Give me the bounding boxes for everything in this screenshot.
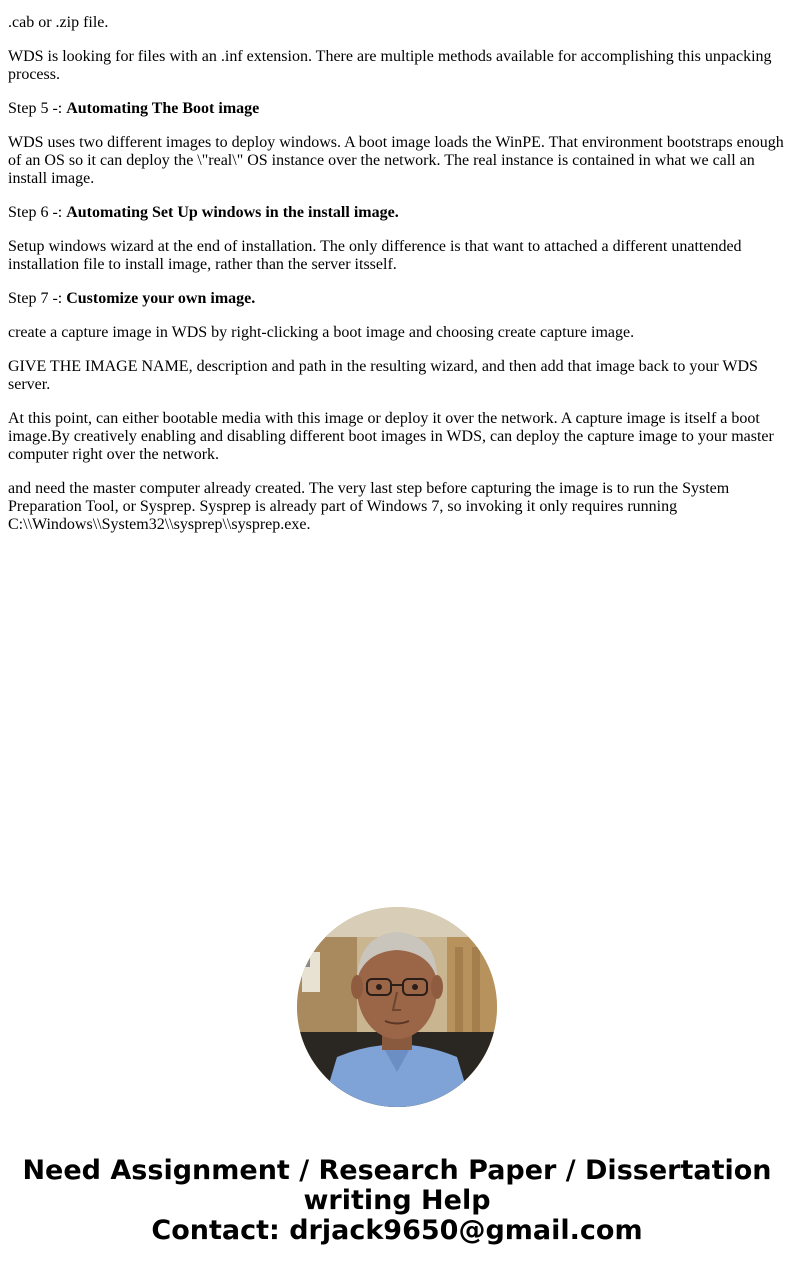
- paragraph: At this point, can either bootable media with this image or deploy it over the network. A capture image is itself a boot image.By creatively enabling and disabling different boot images in WDS, can deploy the capture image to your master computer right over the network.: [8, 410, 774, 463]
- paragraph: Setup windows wizard at the end of installation. The only difference is that want to attached a different unattended installation file to install image, rather than the server itsself.: [8, 238, 742, 273]
- paragraph: and need the master computer already created. The very last step before capturing the image is to run the System Preparation Tool, or Sysprep. Sysprep is already part of Windows 7, so invoking it only requires running C:\\Windows\\System32\\sysprep\\sysprep.exe.: [8, 480, 730, 533]
- person-photo-icon: [297, 907, 497, 1107]
- promo-contact: Contact: drjack9650@gmail.com: [151, 1215, 643, 1246]
- step-title: Automating Set Up windows in the install image.: [66, 204, 399, 221]
- step-title: Automating The Boot image: [66, 100, 260, 117]
- promo-banner: [0, 1156, 794, 1246]
- promo-line: Need Assignment / Research Paper / Dissertation: [22, 1155, 772, 1186]
- paragraph: .cab or .zip file.: [8, 14, 109, 31]
- step-heading: [8, 290, 786, 308]
- step-title: Customize your own image.: [66, 290, 256, 307]
- article-body: [8, 14, 786, 550]
- promo-line: writing Help: [303, 1185, 491, 1216]
- step-heading: [8, 100, 786, 118]
- step-heading: [8, 204, 786, 222]
- avatar: [297, 907, 497, 1107]
- step-prefix: Step 6 -:: [8, 204, 67, 221]
- paragraph: WDS uses two different images to deploy windows. A boot image loads the WinPE. That environment bootstraps enough of an OS so it can deploy the \"real\" OS instance over the network. The real instance is contained in what we call an install image.: [8, 134, 784, 187]
- step-prefix: Step 5 -:: [8, 100, 67, 117]
- paragraph: WDS is looking for files with an .inf extension. There are multiple methods available for accomplishing this unpacking process.: [8, 48, 772, 83]
- paragraph: GIVE THE IMAGE NAME, description and path in the resulting wizard, and then add that image back to your WDS server.: [8, 358, 758, 393]
- paragraph: create a capture image in WDS by right-clicking a boot image and choosing create capture image.: [8, 324, 635, 341]
- step-prefix: Step 7 -:: [8, 290, 67, 307]
